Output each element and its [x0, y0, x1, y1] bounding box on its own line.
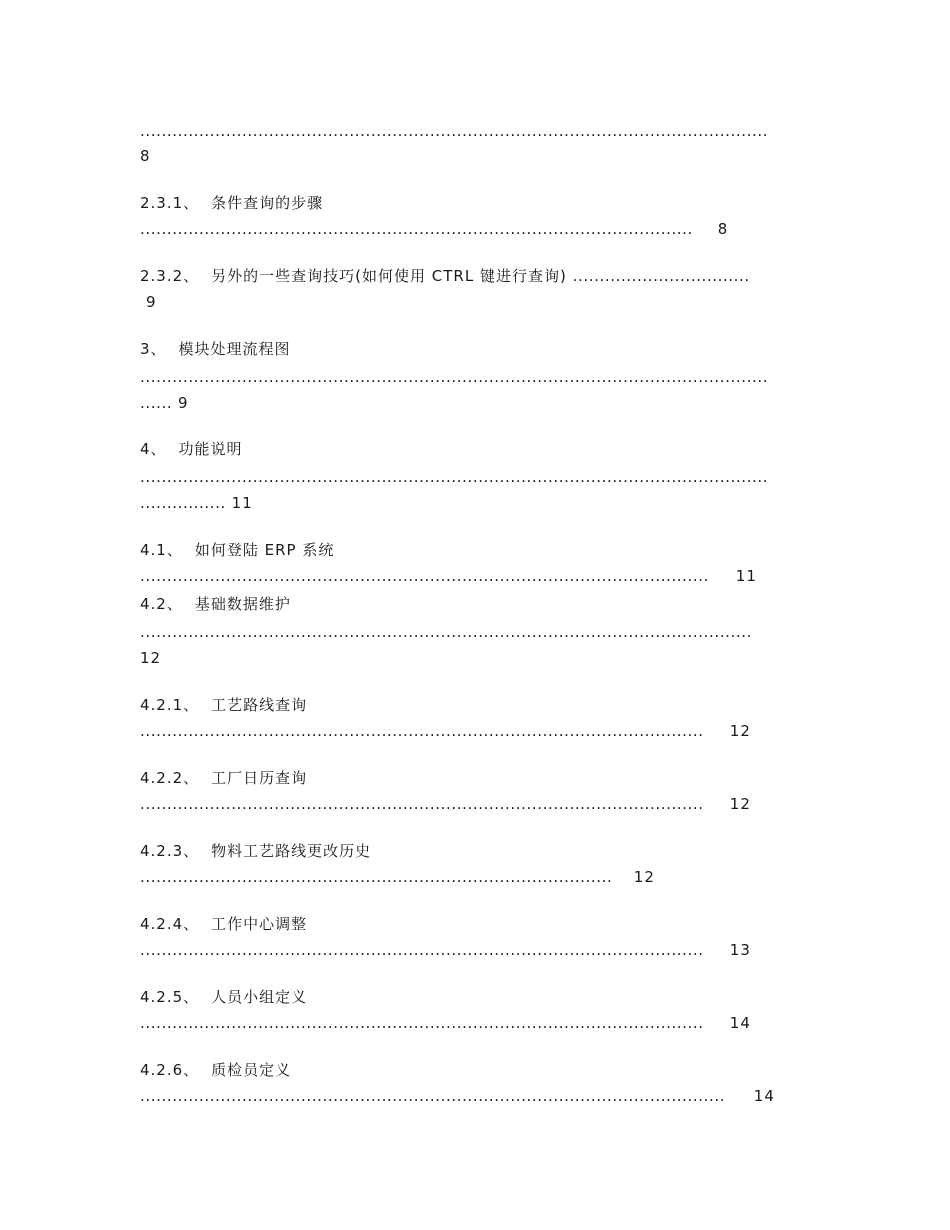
toc-page-number: 8 — [717, 220, 729, 238]
toc-page-number: 8 — [140, 147, 151, 165]
toc-entry-title: 条件查询的步骤 — [211, 194, 324, 212]
toc-entry-title: 质检员定义 — [211, 1061, 292, 1079]
toc-entry-4-2-1[interactable] — [140, 695, 307, 715]
toc-entry-number: 4.2.2、 — [140, 769, 200, 787]
toc-entry-number: 2.3.1、 — [140, 194, 200, 212]
toc-entry-4[interactable] — [140, 439, 243, 459]
toc-leader-row — [140, 219, 728, 239]
toc-entry-title: 物料工艺路线更改历史 — [211, 842, 372, 860]
toc-leader: ........................................................................................ — [140, 868, 613, 886]
toc-leader-row — [140, 393, 189, 413]
toc-entry-4-2-4[interactable] — [140, 914, 307, 934]
toc-entry-number: 4.2.6、 — [140, 1061, 200, 1079]
toc-leader-row — [140, 721, 751, 741]
toc-leader-row — [140, 940, 751, 960]
toc-entry-4-2[interactable] — [140, 594, 291, 614]
toc-leader-row — [140, 493, 253, 513]
toc-entry-4-1[interactable] — [140, 540, 334, 560]
toc-entry-4-2-2[interactable] — [140, 768, 307, 788]
toc-entry-title: 另外的一些查询技巧(如何使用 CTRL 键进行查询) — [211, 267, 567, 285]
toc-leader: ...... — [140, 394, 173, 412]
toc-leader-row — [140, 867, 655, 887]
toc-page-number: 14 — [753, 1087, 775, 1105]
toc-page-number: 12 — [729, 795, 751, 813]
toc-entry-title: 工作中心调整 — [211, 915, 308, 933]
toc-entry-number: 4.2.4、 — [140, 915, 200, 933]
toc-leader: ....................................................................................................... — [140, 220, 693, 238]
toc-entry-2-3-2[interactable] — [140, 266, 769, 286]
toc-page-number: 13 — [729, 941, 751, 959]
toc-entry-title: 工厂日历查询 — [211, 769, 308, 787]
toc-leader: ............................................................................................................. — [140, 1087, 726, 1105]
toc-leader-row — [140, 794, 751, 814]
toc-leader: ......................................................................................................... — [140, 1014, 704, 1032]
toc-page-number: 14 — [729, 1014, 751, 1032]
toc-page-number: 11 — [735, 567, 757, 585]
toc-entry-2-3-1[interactable] — [140, 193, 323, 213]
toc-entry-4-2-5[interactable] — [140, 987, 307, 1007]
toc-entry-number: 4.2、 — [140, 595, 183, 613]
toc-page-number: 11 — [231, 494, 253, 512]
toc-page-number: 12 — [729, 722, 751, 740]
toc-page-number: 9 — [146, 293, 157, 311]
toc-leader: ..................................................................................................................... — [140, 468, 769, 486]
toc-entry-title: 如何登陆 ERP 系统 — [194, 541, 335, 559]
toc-entry-4-2-3[interactable] — [140, 841, 371, 861]
toc-leader: ................ — [140, 494, 226, 512]
toc-leader: ..................................................................................................................... — [140, 368, 769, 386]
toc-entry-title: 模块处理流程图 — [178, 340, 291, 358]
toc-leader: .......................................................................................................... — [140, 567, 710, 585]
toc-leader: ......................................................................................................... — [140, 795, 704, 813]
toc-entry-number: 4、 — [140, 440, 167, 458]
toc-entry-number: 3、 — [140, 340, 167, 358]
toc-leader: ................................. — [572, 267, 750, 285]
toc-entry-number: 4.2.1、 — [140, 696, 200, 714]
toc-leader-row — [140, 566, 757, 586]
toc-entry-number: 4.2.3、 — [140, 842, 200, 860]
toc-entry-number: 4.2.5、 — [140, 988, 200, 1006]
toc-page-number: 12 — [633, 868, 655, 886]
toc-leader: .................................................................................................................. — [140, 623, 752, 641]
toc-entry-title: 工艺路线查询 — [211, 696, 308, 714]
toc-leader: ......................................................................................................... — [140, 722, 704, 740]
toc-leader: ..................................................................................................................... — [140, 122, 769, 140]
toc-entry-title: 功能说明 — [178, 440, 243, 458]
toc-entry-number: 2.3.2、 — [140, 267, 200, 285]
toc-entry-4-2-6[interactable] — [140, 1060, 291, 1080]
toc-page-number: 9 — [178, 394, 189, 412]
toc-leader-row — [140, 1013, 751, 1033]
toc-entry-number: 4.1、 — [140, 541, 183, 559]
toc-leader: ......................................................................................................... — [140, 941, 704, 959]
toc-leader-row — [140, 1086, 775, 1106]
toc-entry-title: 人员小组定义 — [211, 988, 308, 1006]
toc-page-number: 12 — [140, 649, 162, 667]
toc-entry-3[interactable] — [140, 339, 291, 359]
toc-entry-title: 基础数据维护 — [194, 595, 291, 613]
